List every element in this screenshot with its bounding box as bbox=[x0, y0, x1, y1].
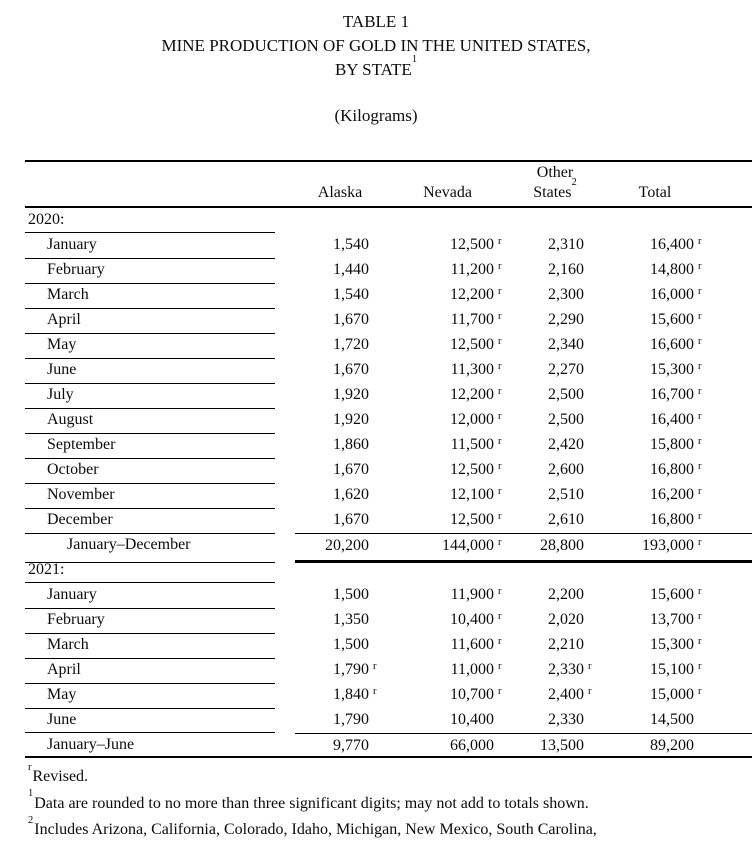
revised-marker: r bbox=[498, 311, 502, 322]
data-cell: 10,400 bbox=[450, 711, 494, 728]
column-footnote-marker: 2 bbox=[571, 176, 577, 188]
data-cell: 1,540 bbox=[333, 236, 369, 253]
column-header-other-states: Other States$^2$ bbox=[533, 164, 577, 201]
row-label: May bbox=[25, 683, 275, 709]
table-title: MINE PRODUCTION OF GOLD IN THE UNITED STATES, bbox=[161, 36, 591, 55]
data-cell: 12,500 r bbox=[385, 333, 510, 359]
revised-marker: r bbox=[698, 361, 702, 372]
row-label: March bbox=[25, 633, 275, 659]
row-label: October bbox=[25, 458, 275, 484]
footnotes bbox=[28, 761, 742, 842]
data-cell: 1,670 bbox=[333, 511, 369, 528]
revised-marker: r bbox=[498, 411, 502, 422]
data-cell: 16,800 r bbox=[600, 508, 710, 534]
row-label: January–December bbox=[25, 533, 275, 563]
data-cell: 2,610 bbox=[548, 511, 584, 528]
month-row bbox=[25, 633, 752, 658]
year-row bbox=[25, 558, 752, 583]
row-label: June bbox=[25, 358, 275, 384]
revised-marker: r bbox=[373, 661, 377, 672]
unit-label: (Kilograms) bbox=[334, 106, 418, 125]
data-cell bbox=[510, 558, 600, 583]
table-subtitle bbox=[0, 54, 752, 82]
row-label: September bbox=[25, 433, 275, 459]
revised-marker: r bbox=[698, 636, 702, 647]
revised-marker: r bbox=[498, 286, 502, 297]
revised-marker: r bbox=[698, 336, 702, 347]
revised-marker: r bbox=[588, 686, 592, 697]
row-label: March bbox=[25, 283, 275, 309]
year-row bbox=[25, 208, 752, 233]
data-cell: 1,790 r bbox=[295, 658, 385, 684]
revised-marker: r bbox=[498, 236, 502, 247]
data-cell: 1,670 bbox=[333, 311, 369, 328]
column-header-nevada: Nevada bbox=[423, 184, 472, 201]
data-cell: 15,600 r bbox=[600, 308, 710, 334]
footnote bbox=[28, 761, 742, 791]
title-footnote-marker: 1 bbox=[411, 54, 418, 66]
table-number: TABLE 1 bbox=[342, 12, 410, 31]
revised-marker: r bbox=[373, 686, 377, 697]
data-cell: 11,200 r bbox=[385, 258, 510, 284]
month-row bbox=[25, 358, 752, 383]
data-cell bbox=[385, 208, 510, 233]
total-row bbox=[25, 733, 752, 758]
row-label: July bbox=[25, 383, 275, 409]
revised-marker: r bbox=[498, 386, 502, 397]
footnote-text: Revised. bbox=[32, 768, 89, 785]
footnote bbox=[28, 788, 742, 818]
footnote-marker: 2 bbox=[28, 814, 34, 826]
month-row bbox=[25, 333, 752, 358]
revised-marker: r bbox=[698, 686, 702, 697]
row-label: April bbox=[25, 658, 275, 684]
revised-marker: r bbox=[698, 511, 702, 522]
data-cell: 1,920 bbox=[333, 386, 369, 403]
data-cell: 15,100 r bbox=[600, 658, 710, 684]
revised-marker: r bbox=[498, 336, 502, 347]
data-cell: 15,300 r bbox=[600, 633, 710, 659]
data-cell: 2,330 bbox=[548, 711, 584, 728]
data-cell: 12,500 r bbox=[385, 458, 510, 484]
row-label: November bbox=[25, 483, 275, 509]
data-cell: 2,510 bbox=[548, 486, 584, 503]
data-cell: 11,300 r bbox=[385, 358, 510, 384]
revised-marker: r bbox=[498, 586, 502, 597]
row-label: June bbox=[25, 708, 275, 733]
column-header-alaska: Alaska bbox=[317, 184, 363, 201]
data-cell: 1,720 bbox=[333, 336, 369, 353]
data-cell: 2,500 bbox=[548, 411, 584, 428]
row-label: August bbox=[25, 408, 275, 434]
data-cell bbox=[295, 208, 385, 233]
revised-marker: r bbox=[698, 261, 702, 272]
row-label: May bbox=[25, 333, 275, 359]
data-cell: 2,330 r bbox=[510, 658, 600, 684]
revised-marker: r bbox=[498, 686, 502, 697]
header-stub bbox=[25, 162, 275, 206]
data-cell: 1,860 bbox=[333, 436, 369, 453]
title-block bbox=[0, 0, 752, 126]
data-cell bbox=[510, 208, 600, 233]
data-cell: 16,600 r bbox=[600, 333, 710, 359]
data-cell: 66,000 bbox=[385, 733, 510, 758]
revised-marker: r bbox=[498, 261, 502, 272]
data-cell: 16,700 r bbox=[600, 383, 710, 409]
row-label: April bbox=[25, 308, 275, 334]
month-row bbox=[25, 583, 752, 608]
footnote-marker: 1 bbox=[28, 788, 34, 800]
revised-marker: r bbox=[498, 461, 502, 472]
data-cell: 89,200 bbox=[600, 733, 710, 758]
data-cell: 11,900 r bbox=[385, 583, 510, 609]
column-header-total: Total bbox=[638, 184, 672, 201]
month-row bbox=[25, 433, 752, 458]
footnote-text: Data are rounded to no more than three significant digits; may not add to totals shown. bbox=[34, 794, 589, 812]
revised-marker: r bbox=[698, 311, 702, 322]
revised-marker: r bbox=[698, 386, 702, 397]
revised-marker: r bbox=[498, 611, 502, 622]
data-cell: 16,000 r bbox=[600, 283, 710, 309]
row-label: December bbox=[25, 508, 275, 534]
data-cell: 15,000 r bbox=[600, 683, 710, 709]
revised-marker: r bbox=[498, 537, 502, 548]
data-cell bbox=[385, 558, 510, 583]
revised-marker: r bbox=[498, 486, 502, 497]
data-cell: 1,500 bbox=[333, 586, 369, 603]
data-cell: 15,800 r bbox=[600, 433, 710, 459]
data-cell: 13,500 bbox=[510, 733, 600, 758]
data-cell: 1,540 bbox=[333, 286, 369, 303]
data-cell: 16,400 r bbox=[600, 408, 710, 434]
data-cell: 2,310 bbox=[548, 236, 584, 253]
data-cell: 1,790 bbox=[333, 711, 369, 728]
data-cell: 2,270 bbox=[548, 361, 584, 378]
table-subtitle-text: BY STATE bbox=[334, 60, 412, 79]
month-row bbox=[25, 458, 752, 483]
row-label: January bbox=[25, 233, 275, 259]
data-cell: 2,210 bbox=[548, 636, 584, 653]
data-cell: 2,400 r bbox=[510, 683, 600, 709]
revised-marker: r bbox=[698, 661, 702, 672]
total-row bbox=[25, 533, 752, 558]
data-cell: 11,700 r bbox=[385, 308, 510, 334]
revised-marker: r bbox=[498, 636, 502, 647]
data-cell: 2,300 bbox=[548, 286, 584, 303]
data-cell: 13,700 r bbox=[600, 608, 710, 634]
data-cell: 11,600 r bbox=[385, 633, 510, 659]
data-cell: 16,800 r bbox=[600, 458, 710, 484]
revised-marker: r bbox=[698, 537, 702, 548]
data-cell: 11,500 r bbox=[385, 433, 510, 459]
revised-marker: r bbox=[498, 436, 502, 447]
month-row bbox=[25, 508, 752, 533]
month-row bbox=[25, 408, 752, 433]
data-cell: 12,200 r bbox=[385, 283, 510, 309]
data-cell: 12,500 r bbox=[385, 233, 510, 259]
data-cell: 11,000 r bbox=[385, 658, 510, 684]
month-row bbox=[25, 658, 752, 683]
revised-marker: r bbox=[698, 236, 702, 247]
row-label: 2020: bbox=[25, 208, 275, 233]
data-cell: 1,440 bbox=[333, 261, 369, 278]
data-cell: 193,000 r bbox=[600, 533, 710, 563]
data-cell: 2,340 bbox=[548, 336, 584, 353]
month-row bbox=[25, 683, 752, 708]
data-cell: 1,620 bbox=[333, 486, 369, 503]
row-label: 2021: bbox=[25, 558, 275, 583]
data-cell: 2,290 bbox=[548, 311, 584, 328]
month-row bbox=[25, 258, 752, 283]
data-cell bbox=[295, 558, 385, 583]
data-cell: 14,500 bbox=[650, 711, 694, 728]
footnote-text: Includes Arizona, California, Colorado, Idaho, Michigan, New Mexico, South Carolina, bbox=[34, 821, 597, 838]
data-cell: 28,800 bbox=[510, 533, 600, 563]
data-cell: 2,420 bbox=[548, 436, 584, 453]
data-cell: 1,350 bbox=[333, 611, 369, 628]
data-cell: 1,500 bbox=[333, 636, 369, 653]
data-cell: 1,840 r bbox=[295, 683, 385, 709]
revised-marker: r bbox=[698, 461, 702, 472]
data-cell: 2,160 bbox=[548, 261, 584, 278]
data-cell: 2,600 bbox=[548, 461, 584, 478]
data-cell: 2,020 bbox=[548, 611, 584, 628]
data-cell: 10,700 r bbox=[385, 683, 510, 709]
data-cell: 2,200 bbox=[548, 586, 584, 603]
data-cell: 12,100 r bbox=[385, 483, 510, 509]
data-cell: 16,200 r bbox=[600, 483, 710, 509]
table-body bbox=[25, 208, 752, 758]
row-label: February bbox=[25, 258, 275, 284]
month-row bbox=[25, 308, 752, 333]
data-cell: 15,300 r bbox=[600, 358, 710, 384]
data-cell: 10,400 r bbox=[385, 608, 510, 634]
table-header bbox=[25, 160, 752, 208]
data-cell: 144,000 r bbox=[385, 533, 510, 563]
data-cell: 15,600 r bbox=[600, 583, 710, 609]
revised-marker: r bbox=[698, 486, 702, 497]
row-label: January bbox=[25, 583, 275, 609]
revised-marker: r bbox=[698, 586, 702, 597]
month-row bbox=[25, 233, 752, 258]
data-cell: 9,770 bbox=[295, 733, 385, 758]
month-row bbox=[25, 608, 752, 633]
data-cell: 14,800 r bbox=[600, 258, 710, 284]
data-cell: 1,670 bbox=[333, 461, 369, 478]
revised-marker: r bbox=[698, 436, 702, 447]
data-cell: 20,200 bbox=[295, 533, 385, 563]
revised-marker: r bbox=[698, 611, 702, 622]
data-table bbox=[25, 160, 752, 758]
data-cell: 2,500 bbox=[548, 386, 584, 403]
revised-marker: r bbox=[588, 661, 592, 672]
data-cell: 1,920 bbox=[333, 411, 369, 428]
footnote-marker: r bbox=[28, 761, 32, 773]
revised-marker: r bbox=[498, 511, 502, 522]
revised-marker: r bbox=[698, 411, 702, 422]
data-cell: 12,200 r bbox=[385, 383, 510, 409]
revised-marker: r bbox=[498, 361, 502, 372]
row-label: February bbox=[25, 608, 275, 634]
row-label: January–June bbox=[47, 736, 135, 753]
month-row bbox=[25, 283, 752, 308]
revised-marker: r bbox=[498, 661, 502, 672]
data-cell: 1,670 bbox=[333, 361, 369, 378]
month-row bbox=[25, 483, 752, 508]
month-row bbox=[25, 708, 752, 733]
data-cell: 12,500 r bbox=[385, 508, 510, 534]
month-row bbox=[25, 383, 752, 408]
data-cell: 12,000 r bbox=[385, 408, 510, 434]
footnote bbox=[28, 814, 742, 842]
revised-marker: r bbox=[698, 286, 702, 297]
data-cell: 16,400 r bbox=[600, 233, 710, 259]
